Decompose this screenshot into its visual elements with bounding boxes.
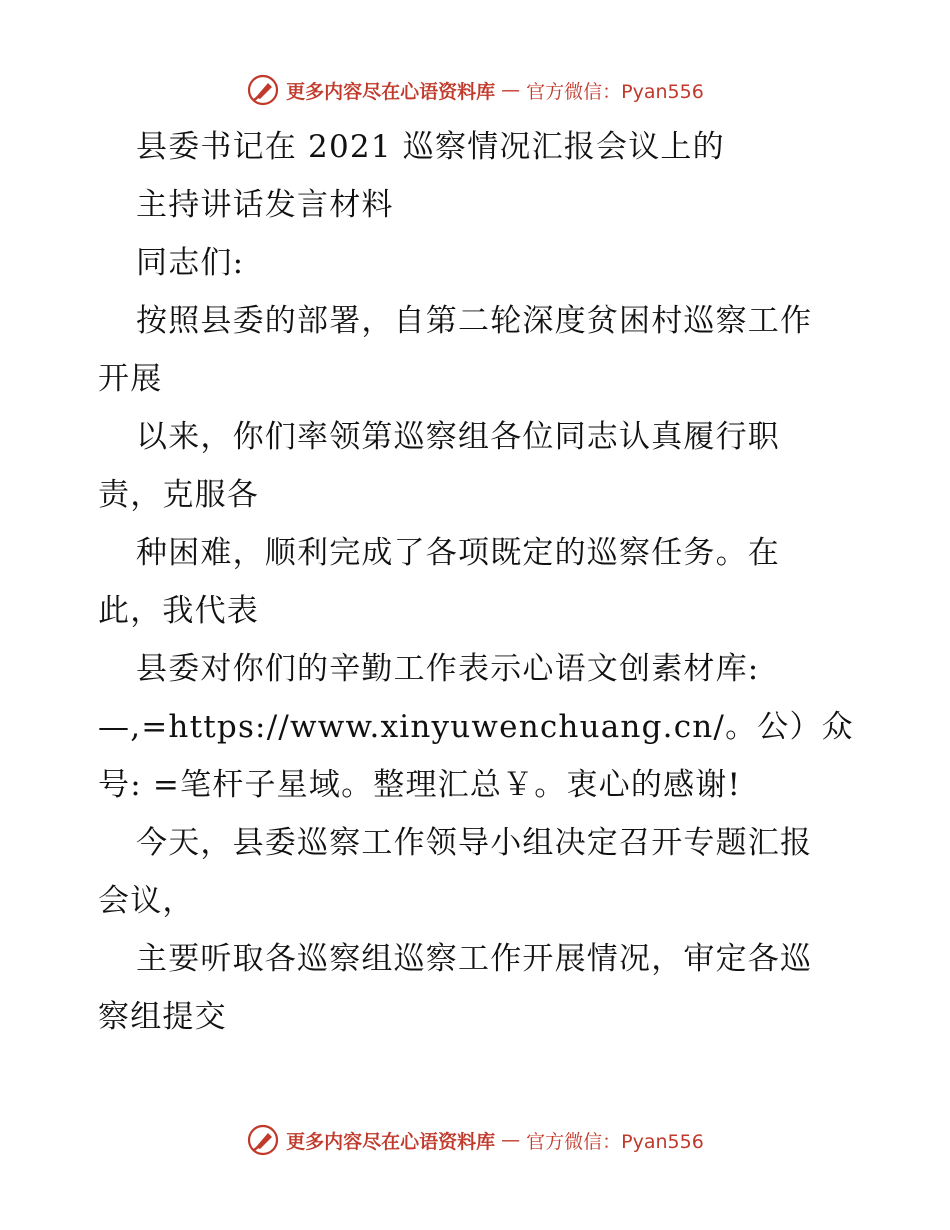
footer-dash: — [501,1129,521,1151]
header-wechat-text: 官方微信：Pyan556 [526,80,704,103]
paragraph-line: 会议， [98,883,195,919]
paragraph-line: 主要听取各巡察组巡察工作开展情况，审定各巡 [136,941,813,977]
paragraph-line: 以来，你们率领第巡察组各位同志认真履行职 [136,419,780,455]
paragraph-line: 按照县委的部署，自第二轮深度贫困村巡察工作 [136,303,813,339]
title-line-2: 主持讲话发言材料 [136,187,394,223]
header-brand-text: 更多内容尽在心语资料库 [286,80,496,103]
document-body [98,118,858,1046]
footer-brand-text: 更多内容尽在心语资料库 [286,1130,496,1153]
paragraph-line: 县委对你们的辛勤工作表示心语文创素材库: [136,651,760,687]
paragraph-line: —,=https://www.xinyuwenchuang.cn/。公）众 [98,709,854,745]
paragraph-line: 种困难，顺利完成了各项既定的巡察任务。在 [136,535,780,571]
paragraph-line: 号: =笔杆子星域。整理汇总￥。衷心的感谢! [98,767,742,803]
title-line-1: 县委书记在 2021 巡察情况汇报会议上的 [136,129,725,165]
paragraph-line: 今天，县委巡察工作领导小组决定召开专题汇报 [136,825,813,861]
paragraph-line: 责，克服各 [98,477,259,513]
header-watermark [0,70,950,110]
paragraph-line: 开展 [98,361,163,397]
paragraph-line: 察组提交 [98,999,227,1035]
footer-watermark [0,1120,950,1160]
footer-wechat-text: 官方微信：Pyan556 [526,1130,704,1153]
pen-nib-logo-icon [246,73,280,107]
salutation: 同志们: [136,245,245,281]
header-dash: — [501,79,521,101]
paragraph-line: 此，我代表 [98,593,259,629]
pen-nib-logo-icon [246,1123,280,1157]
